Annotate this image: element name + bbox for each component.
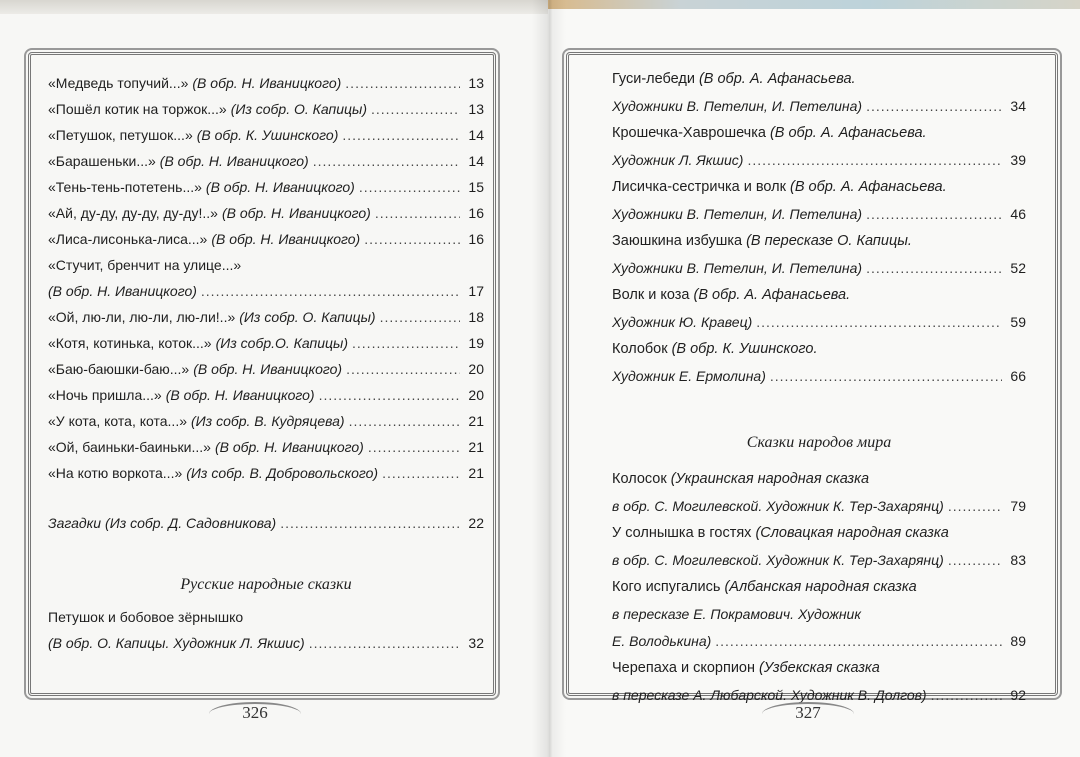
toc-page: 19: [468, 335, 484, 351]
toc-entry-artist-line[interactable]: [612, 201, 1026, 228]
toc-page: 89: [1010, 633, 1026, 649]
toc-page: 18: [468, 309, 484, 325]
toc-title: Гуси-лебеди: [612, 71, 695, 87]
toc-page: 14: [468, 127, 484, 143]
toc-source: (Из собр.О. Капицы): [215, 335, 349, 351]
toc-source: (В обр. А. Афанасьева.: [789, 179, 947, 195]
toc-source: (Из собр. О. Капицы): [230, 101, 367, 117]
toc-page: 66: [1010, 368, 1026, 384]
toc-source: (В обр. Н. Иваницкого): [193, 361, 343, 377]
toc-source: (Из собр. Д. Садовникова): [105, 515, 277, 531]
toc-source: (В обр. Н. Иваницкого): [205, 179, 355, 195]
toc-page: 20: [468, 361, 484, 377]
toc-entry[interactable]: [48, 148, 484, 174]
leader-dots: [313, 148, 460, 174]
toc-title: Колобок: [612, 341, 668, 357]
toc-entry-title-line[interactable]: [612, 228, 1026, 255]
toc-source: (В обр. Н. Иваницкого): [165, 387, 315, 403]
toc-entry-title-line[interactable]: [612, 520, 1026, 547]
leader-dots: [770, 363, 1002, 390]
leader-dots: [345, 70, 460, 96]
leader-dots: [342, 122, 460, 148]
toc-page: 16: [468, 205, 484, 221]
toc-page: 13: [468, 75, 484, 91]
spacer: [612, 390, 1026, 434]
toc-artist: в обр. С. Могилевской. Художник К. Тер-Захарянц): [612, 498, 944, 514]
toc-entry-title-line[interactable]: [612, 336, 1026, 363]
leader-dots: [382, 460, 460, 486]
leader-dots: [359, 174, 460, 200]
toc-title: «Котя, котинька, коток...»: [48, 335, 212, 351]
leader-dots: [352, 330, 460, 356]
toc-entry-riddles[interactable]: [48, 510, 484, 536]
left-toc: [48, 70, 484, 656]
leader-dots: [349, 408, 460, 434]
toc-entry[interactable]: [48, 330, 484, 356]
toc-title: Кого испугались: [612, 579, 721, 595]
leader-dots: [368, 434, 460, 460]
toc-title: Заюшкина избушка: [612, 233, 743, 249]
toc-page: 46: [1010, 206, 1026, 222]
toc-title: У солнышка в гостях: [612, 525, 752, 541]
section-title-world-tales: Сказки народов мира: [746, 434, 892, 451]
toc-entry-title-line[interactable]: [612, 66, 1026, 93]
toc-title: «Барашеньки...»: [48, 153, 156, 169]
toc-entry[interactable]: [48, 174, 484, 200]
toc-title: «Ой, баиньки-баиньки...»: [48, 439, 211, 455]
toc-source: (В обр. К. Ушинского.: [671, 341, 818, 357]
toc-entry[interactable]: [48, 122, 484, 148]
toc-page: 32: [468, 635, 484, 651]
leader-dots: [375, 200, 460, 226]
toc-source: (В обр. Н. Иваницкого): [48, 283, 197, 299]
toc-title: Крошечка-Хаврошечка: [612, 125, 766, 141]
leader-dots: [866, 93, 1002, 120]
toc-title: «Пошёл котик на торжок...»: [48, 101, 227, 117]
leader-dots: [371, 96, 460, 122]
toc-entry-artist-line[interactable]: [612, 255, 1026, 282]
toc-entry[interactable]: [48, 434, 484, 460]
leader-dots: [364, 226, 460, 252]
toc-title: «Ай, ду-ду, ду-ду, ду-ду!..»: [48, 205, 218, 221]
toc-artist: в обр. С. Могилевской. Художник К. Тер-Захарянц): [612, 552, 944, 568]
toc-page: 21: [468, 439, 484, 455]
toc-source: (В обр. Н. Иваницкого): [159, 153, 309, 169]
book-gutter: [532, 0, 566, 757]
toc-source: (В обр. О. Капицы. Художник Л. Якшис): [48, 635, 305, 651]
toc-page: 52: [1010, 260, 1026, 276]
toc-artist: Художник Е. Ермолина): [612, 368, 766, 384]
toc-title: Петушок и бобовое зёрнышко: [48, 609, 244, 625]
leader-dots: [948, 547, 1002, 574]
toc-entry[interactable]: [48, 70, 484, 96]
toc-title: «На котю воркота...»: [48, 465, 183, 481]
toc-page: 92: [1010, 687, 1026, 703]
toc-entry-artist-line[interactable]: [612, 628, 1026, 655]
left-page-top-edge: [0, 0, 548, 14]
leader-dots: [747, 147, 1002, 174]
toc-title: Лисичка-сестричка и волк: [612, 179, 786, 195]
leader-dots: [715, 628, 1002, 655]
spacer: [48, 594, 484, 604]
toc-artist: в пересказе А. Любарской. Художник В. Долгов): [612, 687, 927, 703]
toc-page: 13: [468, 101, 484, 117]
toc-title: «Стучит, бренчит на улице...»: [48, 257, 242, 273]
toc-entry-title-line[interactable]: [612, 282, 1026, 309]
toc-entry-source-line[interactable]: [48, 630, 484, 656]
toc-source: (Узбекская сказка: [759, 660, 880, 676]
toc-entry-title-line[interactable]: [48, 252, 484, 278]
spacer: [48, 536, 484, 576]
toc-source: (В обр. Н. Иваницкого): [211, 231, 361, 247]
toc-entry-artist-line[interactable]: [612, 93, 1026, 120]
toc-artist: Художники В. Петелин, И. Петелина): [612, 260, 863, 276]
toc-title: «Ночь пришла...»: [48, 387, 162, 403]
toc-source: (В обр. К. Ушинского): [196, 127, 339, 143]
toc-entry-title-line[interactable]: [612, 574, 1026, 601]
toc-page: 21: [468, 413, 484, 429]
toc-source: (В обр. Н. Иваницкого): [214, 439, 364, 455]
spacer: [48, 486, 484, 510]
leader-dots: [380, 304, 460, 330]
toc-entry[interactable]: [48, 200, 484, 226]
toc-title: Колосок: [612, 471, 667, 487]
toc-artist: Художник Ю. Кравец): [612, 314, 753, 330]
leader-dots: [280, 510, 460, 536]
toc-entry[interactable]: [48, 382, 484, 408]
toc-entry-title-line[interactable]: [612, 466, 1026, 493]
toc-entry[interactable]: [48, 96, 484, 122]
toc-source: (Украинская народная сказка: [670, 471, 870, 487]
toc-entry-artist-line[interactable]: [612, 547, 1026, 574]
right-toc: [612, 66, 1026, 709]
toc-source: (Из собр. В. Кудряцева): [191, 413, 345, 429]
toc-title: «Тень-тень-потетень...»: [48, 179, 202, 195]
toc-entry-title-line[interactable]: [48, 604, 484, 630]
leader-dots: [866, 255, 1002, 282]
toc-entry[interactable]: [48, 408, 484, 434]
toc-title: Черепаха и скорпион: [612, 660, 755, 676]
toc-page: 15: [468, 179, 484, 195]
toc-title: «Баю-баюшки-баю...»: [48, 361, 190, 377]
section-title-russian-tales: Русские народные сказки: [180, 576, 352, 593]
toc-title: «У кота, кота, кота...»: [48, 413, 187, 429]
toc-page: 20: [468, 387, 484, 403]
toc-artist: Художники В. Петелин, И. Петелина): [612, 98, 863, 114]
leader-dots: [866, 201, 1002, 228]
leader-dots: [948, 493, 1002, 520]
toc-title: «Медведь топучий...»: [48, 75, 189, 91]
toc-page: 16: [468, 231, 484, 247]
toc-title: «Петушок, петушок...»: [48, 127, 193, 143]
toc-page: 21: [468, 465, 484, 481]
toc-entry-source-line[interactable]: [48, 278, 484, 304]
toc-entry-artist-line[interactable]: [612, 493, 1026, 520]
toc-page: 14: [468, 153, 484, 169]
toc-page: 79: [1010, 498, 1026, 514]
toc-source: (В обр. А. Афанасьева.: [693, 287, 851, 303]
toc-entry-title-line[interactable]: [612, 120, 1026, 147]
toc-source: (Из собр. В. Добровольского): [186, 465, 379, 481]
toc-page: 34: [1010, 98, 1026, 114]
toc-source: (В обр. Н. Иваницкого): [192, 75, 342, 91]
toc-page: 39: [1010, 152, 1026, 168]
leader-dots: [201, 278, 460, 304]
leader-dots: [319, 382, 460, 408]
toc-title: «Ой, лю-ли, лю-ли, лю-ли!..»: [48, 309, 236, 325]
right-page-top-edge: [548, 0, 1080, 9]
toc-title: Волк и коза: [612, 287, 690, 303]
spacer: [612, 452, 1026, 466]
toc-entry[interactable]: [48, 226, 484, 252]
toc-entry-title-line[interactable]: [612, 655, 1026, 682]
toc-artist: Художник Л. Якшис): [612, 152, 744, 168]
right-page-number: 327: [768, 700, 848, 726]
toc-artist: Е. Володькина): [612, 633, 712, 649]
toc-source: (В обр. Н. Иваницкого): [221, 205, 371, 221]
toc-entry-artist-line[interactable]: [612, 363, 1026, 390]
toc-source: (Словацкая народная сказка: [755, 525, 949, 541]
toc-entry-subline: в пересказе Е. Покрамович. Художник: [612, 606, 861, 622]
toc-page: 59: [1010, 314, 1026, 330]
toc-entry[interactable]: [48, 356, 484, 382]
toc-artist: Художники В. Петелин, И. Петелина): [612, 206, 863, 222]
toc-title: Загадки: [48, 515, 102, 531]
toc-source: (Из собр. О. Капицы): [239, 309, 376, 325]
toc-source: (В обр. А. Афанасьева.: [698, 71, 856, 87]
leader-dots: [346, 356, 460, 382]
toc-page: 22: [468, 515, 484, 531]
toc-source: (Албанская народная сказка: [724, 579, 917, 595]
toc-entry-artist-line[interactable]: [612, 147, 1026, 174]
leader-dots: [309, 630, 460, 656]
toc-title: «Лиса-лисонька-лиса...»: [48, 231, 208, 247]
left-page-number: 326: [215, 700, 295, 726]
toc-page: 83: [1010, 552, 1026, 568]
leader-dots: [931, 682, 1002, 709]
toc-entry[interactable]: [48, 460, 484, 486]
toc-source: (В обр. А. Афанасьева.: [769, 125, 927, 141]
toc-entry-artist-line[interactable]: [612, 309, 1026, 336]
toc-source: (В пересказе О. Капицы.: [746, 233, 912, 249]
toc-entry[interactable]: [48, 304, 484, 330]
toc-entry-title-line[interactable]: [612, 174, 1026, 201]
leader-dots: [756, 309, 1002, 336]
toc-page: 17: [468, 283, 484, 299]
